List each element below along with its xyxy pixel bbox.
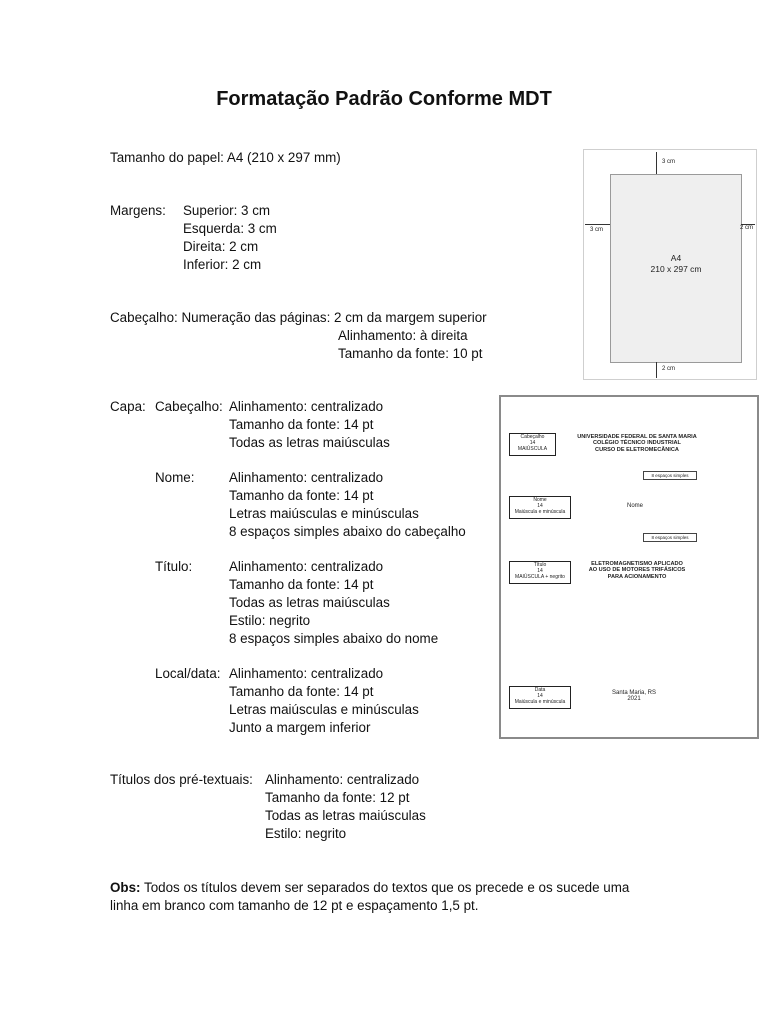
header-line-2: Alinhamento: à direita [338, 328, 468, 343]
box-text: Data [534, 687, 546, 693]
cover-place-date [599, 690, 669, 702]
university-header [567, 434, 707, 453]
header-spec-box [509, 433, 556, 456]
box-text: Nome [533, 497, 547, 503]
cover-date-line: Tamanho da fonte: 14 pt [229, 684, 374, 699]
bottom-margin-label: 2 cm [662, 366, 676, 372]
a4-label-2: 210 x 297 cm [650, 264, 702, 274]
margin-right: Direita: 2 cm [183, 239, 259, 254]
box-text: 14 [537, 568, 543, 574]
cover-line: AO USO DE MOTORES TRIFÁSICOS [588, 567, 686, 574]
pretextual-label: Títulos dos pré-textuais: [110, 772, 253, 787]
box-text: MAIÚSCULA [517, 446, 548, 452]
cover-date-line: Junto a margem inferior [229, 720, 371, 735]
cover-name-line: 8 espaços simples abaixo do cabeçalho [229, 524, 466, 539]
cover-line: ELETROMAGNETISMO APLICADO [591, 561, 683, 567]
cover-line: PARA ACIONAMENTO [607, 573, 667, 580]
cover-title-line: 8 espaços simples abaixo do nome [229, 631, 439, 646]
cover-label: Capa: [110, 399, 146, 414]
right-margin-label: 2 cm [740, 225, 754, 231]
obs-label: Obs: [110, 880, 141, 895]
box-text: 14 [537, 503, 543, 509]
left-margin-label: 3 cm [590, 227, 604, 233]
obs-text-1: Todos os títulos devem ser separados do textos que os precede e os sucede uma [140, 880, 630, 895]
cover-header-line: Todas as letras maiúsculas [229, 435, 390, 450]
cover-header-line: Tamanho da fonte: 14 pt [229, 417, 374, 432]
a4-label-1: A4 [670, 253, 682, 263]
left-margin-arrow [585, 224, 610, 225]
box-text: MAIÚSCULA + negrito [515, 574, 565, 580]
spacing-tag-2: 8 espaços simples [643, 533, 697, 542]
margin-top: Superior: 3 cm [183, 203, 271, 218]
cover-title [579, 561, 695, 580]
cover-layout-diagram [499, 395, 759, 739]
box-text: Título [533, 562, 547, 568]
cover-name: Nome [626, 503, 643, 509]
date-spec-box [509, 686, 571, 709]
cover-header-label: Cabeçalho: [155, 399, 223, 414]
a4-page-figure [610, 174, 742, 363]
cover-place: Santa Maria, RS [611, 690, 657, 696]
header-line-3: Tamanho da fonte: 10 pt [338, 346, 483, 361]
bottom-margin-arrow [656, 362, 657, 378]
box-text: 14 [529, 440, 536, 446]
name-spec-box [509, 496, 571, 519]
cover-date-line: Alinhamento: centralizado [229, 666, 384, 681]
a4-margin-diagram [583, 149, 757, 380]
cover-name-line: Letras maiúsculas e minúsculas [229, 506, 419, 521]
cover-name-line: Alinhamento: centralizado [229, 470, 384, 485]
box-text: Maiúscula e minúscula [514, 699, 566, 705]
top-margin-arrow [656, 152, 657, 174]
margin-left: Esquerda: 3 cm [183, 221, 277, 236]
cover-title-label: Título: [155, 559, 193, 574]
cover-line: UNIVERSIDADE FEDERAL DE SANTA MARIA [577, 434, 697, 440]
cover-line: COLÉGIO TÉCNICO INDUSTRIAL [593, 440, 681, 447]
obs-line-2: linha em branco com tamanho de 12 pt e espaçamento 1,5 pt. [110, 898, 479, 913]
paper-size: Tamanho do papel: A4 (210 x 297 mm) [110, 150, 341, 165]
pretextual-line: Alinhamento: centralizado [265, 772, 420, 787]
cover-name-line: Tamanho da fonte: 14 pt [229, 488, 374, 503]
margins-label: Margens: [110, 203, 166, 218]
page-title: Formatação Padrão Conforme MDT [216, 88, 552, 110]
obs-line-1 [110, 879, 629, 897]
cover-title-line: Estilo: negrito [229, 613, 311, 628]
box-text: 14 [537, 693, 543, 699]
box-text: Cabeçalho [520, 434, 545, 440]
cover-line: CURSO DE ELETROMECÂNICA [595, 446, 679, 453]
margin-bottom: Inferior: 2 cm [183, 257, 262, 272]
pretextual-line: Todas as letras maiúsculas [265, 808, 426, 823]
cover-title-line: Tamanho da fonte: 14 pt [229, 577, 374, 592]
pretextual-line: Estilo: negrito [265, 826, 347, 841]
cover-date-label: Local/data: [155, 666, 221, 681]
cover-date-line: Letras maiúsculas e minúsculas [229, 702, 419, 717]
header-line-1: Cabeçalho: Numeração das páginas: 2 cm da margem superior [110, 310, 487, 325]
cover-title-line: Todas as letras maiúsculas [229, 595, 390, 610]
title-spec-box [509, 561, 571, 584]
spacing-tag-1: 8 espaços simples [643, 471, 697, 480]
pretextual-line: Tamanho da fonte: 12 pt [265, 790, 410, 805]
cover-name-label: Nome: [155, 470, 195, 485]
top-margin-label: 3 cm [662, 159, 676, 165]
box-text: Maiúscula e minúscula [514, 509, 566, 515]
cover-year: 2021 [627, 696, 641, 702]
cover-header-line: Alinhamento: centralizado [229, 399, 384, 414]
a4-label [611, 253, 741, 275]
cover-title-line: Alinhamento: centralizado [229, 559, 384, 574]
